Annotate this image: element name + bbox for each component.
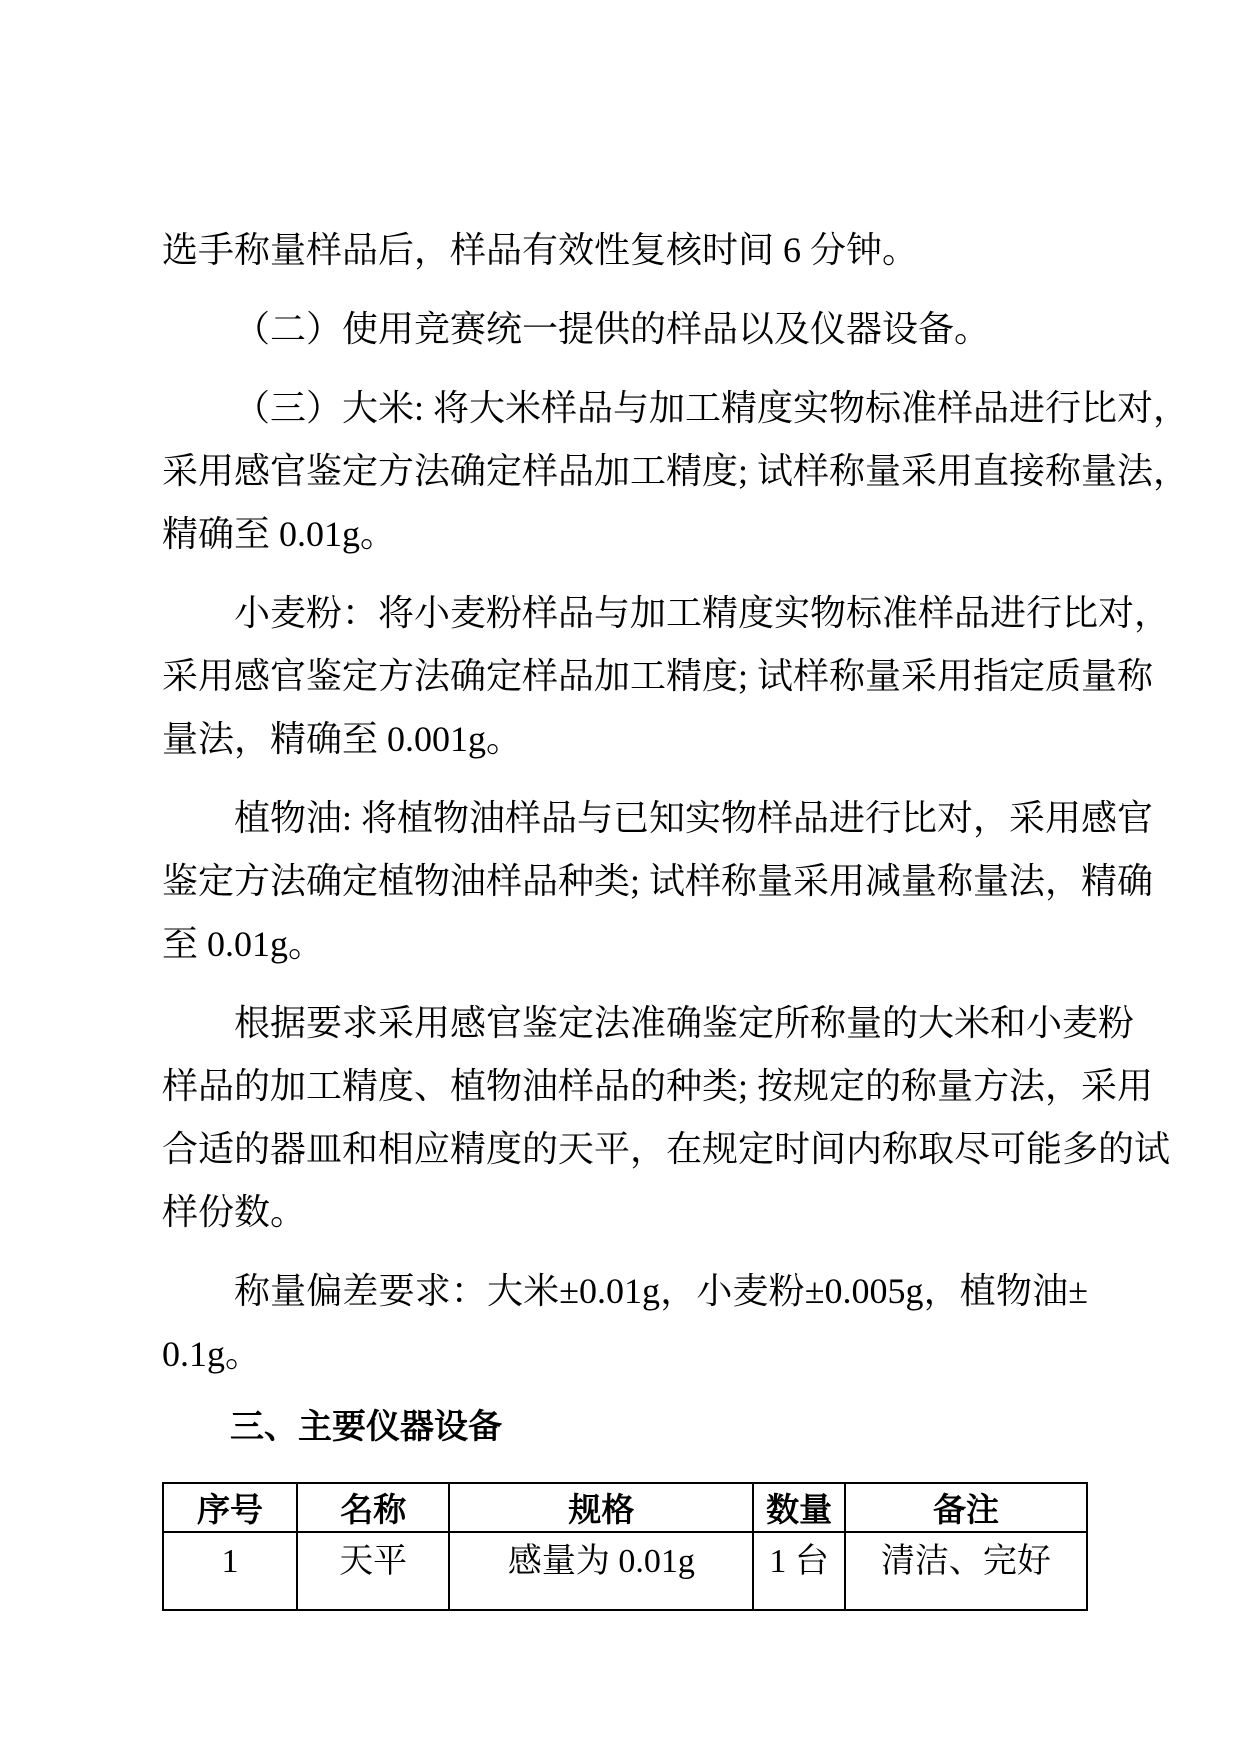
table-row bbox=[163, 1532, 1087, 1610]
text-line: 合适的器皿和相应精度的天平，在规定时间内称取尽可能多的试 bbox=[162, 1129, 1171, 1169]
table-cell: 1 bbox=[163, 1532, 297, 1610]
table-cell: 1 台 bbox=[753, 1532, 844, 1610]
text-line: 量法，精确至 0.001g。 bbox=[162, 719, 523, 759]
text-line: 植物油: 将植物油样品与已知实物样品进行比对，采用感官 bbox=[234, 798, 1154, 838]
table-cell: 天平 bbox=[297, 1532, 449, 1610]
text-line: 鉴定方法确定植物油样品种类; 试样称量采用减量称量法，精确 bbox=[162, 861, 1154, 901]
text-line: 选手称量样品后，样品有效性复核时间 6 分钟。 bbox=[162, 230, 919, 270]
text-line: 小麦粉：将小麦粉样品与加工精度实物标准样品进行比对， bbox=[234, 593, 1171, 633]
table-header-cell: 规格 bbox=[449, 1483, 753, 1532]
text-line: 根据要求采用感官鉴定法准确鉴定所称量的大米和小麦粉 bbox=[234, 1003, 1135, 1043]
text-line: 精确至 0.01g。 bbox=[162, 514, 397, 554]
paragraph bbox=[162, 1260, 1088, 1386]
table-header-cell: 数量 bbox=[753, 1483, 844, 1532]
section-heading: 三、主要仪器设备 bbox=[230, 1407, 502, 1447]
text-line: 样品的加工精度、植物油样品的种类; 按规定的称量方法，采用 bbox=[162, 1066, 1154, 1106]
paragraph bbox=[162, 377, 1190, 566]
paragraph bbox=[162, 298, 1088, 361]
equipment-table-body bbox=[163, 1532, 1087, 1610]
text-line: 采用感官鉴定方法确定样品加工精度; 试样称量采用直接称量法， bbox=[162, 451, 1190, 491]
text-line: 采用感官鉴定方法确定样品加工精度; 试样称量采用指定质量称 bbox=[162, 656, 1154, 696]
table-header-cell: 序号 bbox=[163, 1483, 297, 1532]
equipment-table-head bbox=[163, 1483, 1087, 1532]
text-line: 0.1g。 bbox=[162, 1334, 262, 1374]
table-cell: 感量为 0.01g bbox=[449, 1532, 753, 1610]
text-line: 称量偏差要求：大米±0.01g，小麦粉±0.005g，植物油± bbox=[234, 1271, 1088, 1311]
table-cell: 清洁、完好 bbox=[845, 1532, 1087, 1610]
table-header-cell: 备注 bbox=[845, 1483, 1087, 1532]
equipment-table bbox=[162, 1482, 1088, 1611]
paragraph bbox=[162, 219, 1088, 282]
table-header-cell: 名称 bbox=[297, 1483, 449, 1532]
text-line: （三）大米: 将大米样品与加工精度实物标准样品进行比对， bbox=[234, 388, 1190, 428]
table-header-row bbox=[163, 1483, 1087, 1532]
paragraph bbox=[162, 992, 1171, 1244]
body-paragraphs bbox=[162, 219, 1190, 1386]
paragraph bbox=[162, 582, 1171, 771]
text-line: （二）使用竞赛统一提供的样品以及仪器设备。 bbox=[234, 309, 991, 349]
paragraph bbox=[162, 787, 1154, 976]
text-line: 至 0.01g。 bbox=[162, 924, 325, 964]
text-line: 样份数。 bbox=[162, 1192, 307, 1232]
